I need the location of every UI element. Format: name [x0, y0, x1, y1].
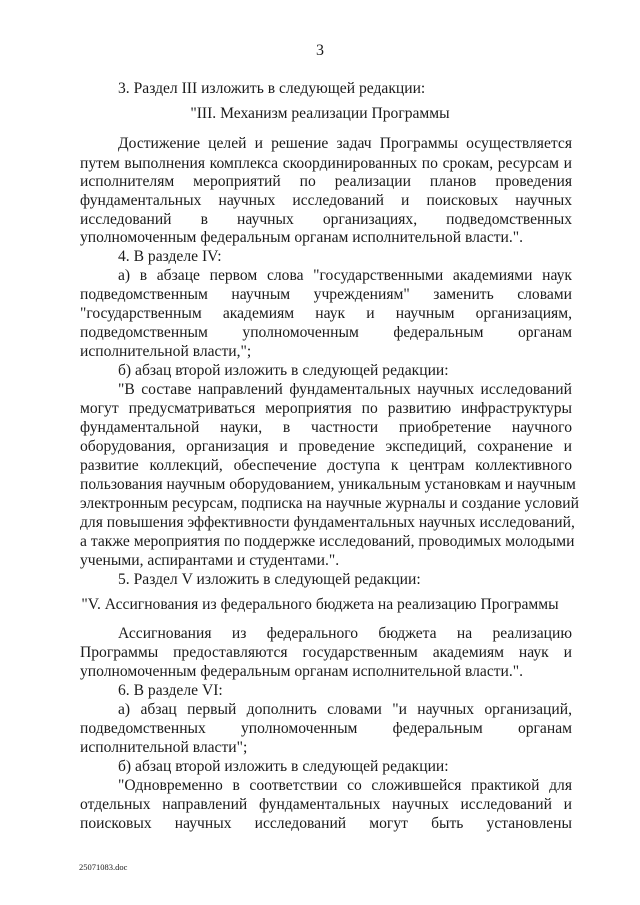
text-line: путем выполнения комплекса скоординированных по срокам, ресурсам и	[80, 155, 572, 172]
text-line: подведомственным научным учреждениям" заменить словами	[80, 286, 572, 303]
text-line: 5. Раздел V изложить в следующей редакции:	[118, 571, 421, 588]
text-line: 3. Раздел III изложить в следующей редакции:	[118, 80, 426, 97]
text-line: Программы предоставляются государственным академиям наук и	[80, 644, 572, 661]
text-line: уполномоченным федеральным органам исполнительной власти.".	[80, 229, 524, 246]
page-number: 3	[316, 42, 324, 59]
text-line: исследований в научных организациях, подведомственных	[80, 211, 572, 228]
footer-filename: 25071083.doc	[79, 862, 128, 872]
text-line: уполномоченным федеральным органам исполнительной власти.".	[80, 663, 524, 680]
text-line: "государственным академиям наук и научным организациям,	[80, 305, 572, 322]
text-line: фундаментальной науки, в частности приобретение научного	[80, 419, 572, 436]
text-line: "В составе направлений фундаментальных научных исследований	[118, 381, 572, 398]
text-line: 6. В разделе VI:	[118, 682, 223, 699]
text-line: отдельных направлений фундаментальных научных исследований и	[80, 796, 572, 813]
text-line: электронным ресурсам, подписка на научные журналы и создание условий	[80, 495, 579, 512]
text-line: а также мероприятия по поддержке исследований, проводимых молодыми	[80, 533, 575, 550]
text-line: исполнителям мероприятий по реализации планов проведения	[80, 173, 572, 190]
text-line: пользования научным оборудованием, уникальным установкам и научным	[80, 476, 576, 493]
text-line: поисковых научных исследований могут быть установлены	[80, 815, 572, 832]
text-line: развитие коллекций, обеспечение доступа к центрам коллективного	[80, 457, 572, 474]
section-heading: "V. Ассигнования из федерального бюджета на реализацию Программы	[81, 596, 559, 613]
text-line: Ассигнования из федерального бюджета на реализацию	[118, 625, 572, 642]
text-line: а) в абзаце первом слова "государственными академиями наук	[118, 267, 572, 284]
text-line: б) абзац второй изложить в следующей редакции:	[118, 362, 449, 379]
text-line: для повышения эффективности фундаментальных научных исследований,	[80, 514, 575, 531]
text-line: могут предусматриваться мероприятия по развитию инфраструктуры	[80, 400, 572, 417]
text-line: Достижение целей и решение задач Программы осуществляется	[118, 135, 572, 152]
text-line: фундаментальных научных исследований и поисковых научных	[80, 192, 572, 209]
text-line: б) абзац второй изложить в следующей редакции:	[118, 758, 449, 775]
text-line: "Одновременно в соответствии со сложившейся практикой для	[118, 777, 572, 794]
text-line: учеными, аспирантами и студентами.".	[80, 552, 340, 569]
text-line: а) абзац первый дополнить словами "и научных организаций,	[118, 701, 572, 718]
text-line: подведомственным уполномоченным федеральным органам	[80, 324, 572, 341]
text-line: исполнительной власти";	[80, 739, 248, 756]
section-heading: "III. Механизм реализации Программы	[190, 105, 450, 122]
text-line: исполнительной власти,";	[80, 343, 252, 360]
text-line: 4. В разделе IV:	[118, 248, 222, 265]
text-line: оборудования, организация и проведение экспедиций, сохранение и	[80, 438, 572, 455]
text-line: подведомственных уполномоченным федеральным органам	[80, 720, 572, 737]
